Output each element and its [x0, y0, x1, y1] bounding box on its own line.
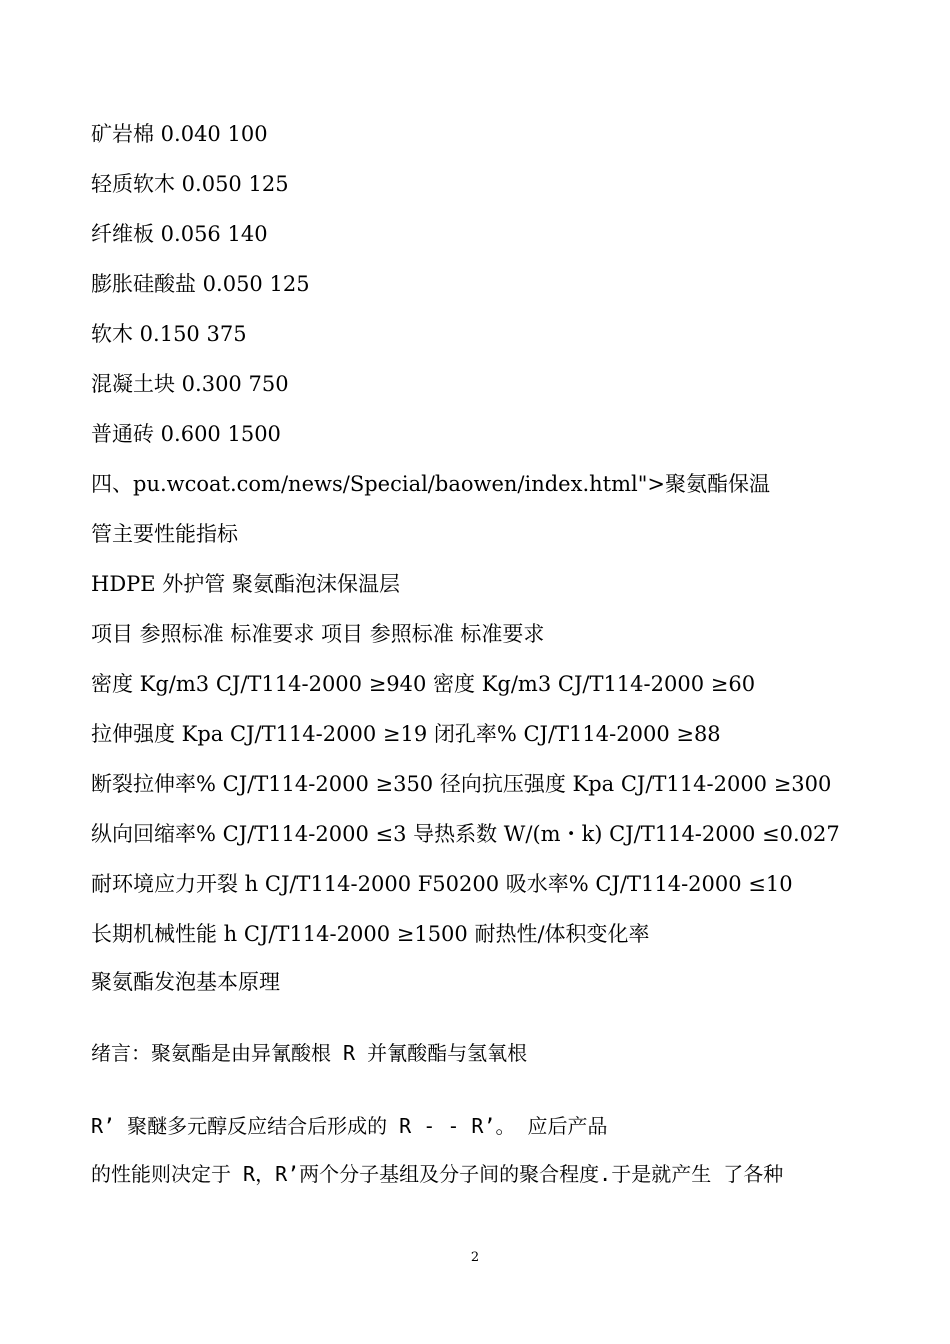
- section-heading: 四、pu.wcoat.com/news/Special/baowen/index.html">聚氨酯保温: [91, 472, 770, 496]
- text-line: 矿岩棉 0.040 100: [91, 122, 268, 146]
- text-line: 纤维板 0.056 140: [91, 222, 268, 246]
- text-line: 轻质软木 0.050 125: [91, 172, 289, 196]
- paragraph-line: R’ 聚醚多元醇反应结合后形成的 R - - R’。 应后产品: [91, 1114, 608, 1138]
- table-row: 拉伸强度 Kpa CJ/T114-2000 ≥19 闭孔率% CJ/T114-2000 ≥88: [91, 722, 721, 746]
- table-row: 密度 Kg/m3 CJ/T114-2000 ≥940 密度 Kg/m3 CJ/T114-2000 ≥60: [91, 672, 756, 696]
- table-column-header: 项目 参照标准 标准要求 项目 参照标准 标准要求: [91, 622, 545, 646]
- text-line: 普通砖 0.600 1500: [91, 422, 281, 446]
- table-row: 断裂拉伸率% CJ/T114-2000 ≥350 径向抗压强度 Kpa CJ/T114-2000 ≥300: [91, 772, 832, 796]
- page-number: 2: [470, 1250, 480, 1265]
- paragraph-line: 的性能则决定于 R，R’两个分子基组及分子间的聚合程度.于是就产生 了各种: [91, 1162, 784, 1186]
- subsection-title: 聚氨酯发泡基本原理: [91, 970, 280, 994]
- text-line: 软木 0.150 375: [91, 322, 247, 346]
- section-heading-continued: 管主要性能指标: [91, 522, 238, 546]
- table-row: 耐环境应力开裂 h CJ/T114-2000 F50200 吸水率% CJ/T114-2000 ≤10: [91, 872, 793, 896]
- table-row: 长期机械性能 h CJ/T114-2000 ≥1500 耐热性/体积变化率: [91, 922, 650, 946]
- table-row: 纵向回缩率% CJ/T114-2000 ≤3 导热系数 W/(m・k) CJ/T114-2000 ≤0.027: [91, 822, 840, 846]
- text-line: 膨胀硅酸盐 0.050 125: [91, 272, 310, 296]
- text-line: 混凝土块 0.300 750: [91, 372, 289, 396]
- table-group-header: HDPE 外护管 聚氨酯泡沫保温层: [91, 572, 400, 596]
- paragraph-line: 绪言：聚氨酯是由异氰酸根 R 并氰酸酯与氢氧根: [91, 1041, 528, 1065]
